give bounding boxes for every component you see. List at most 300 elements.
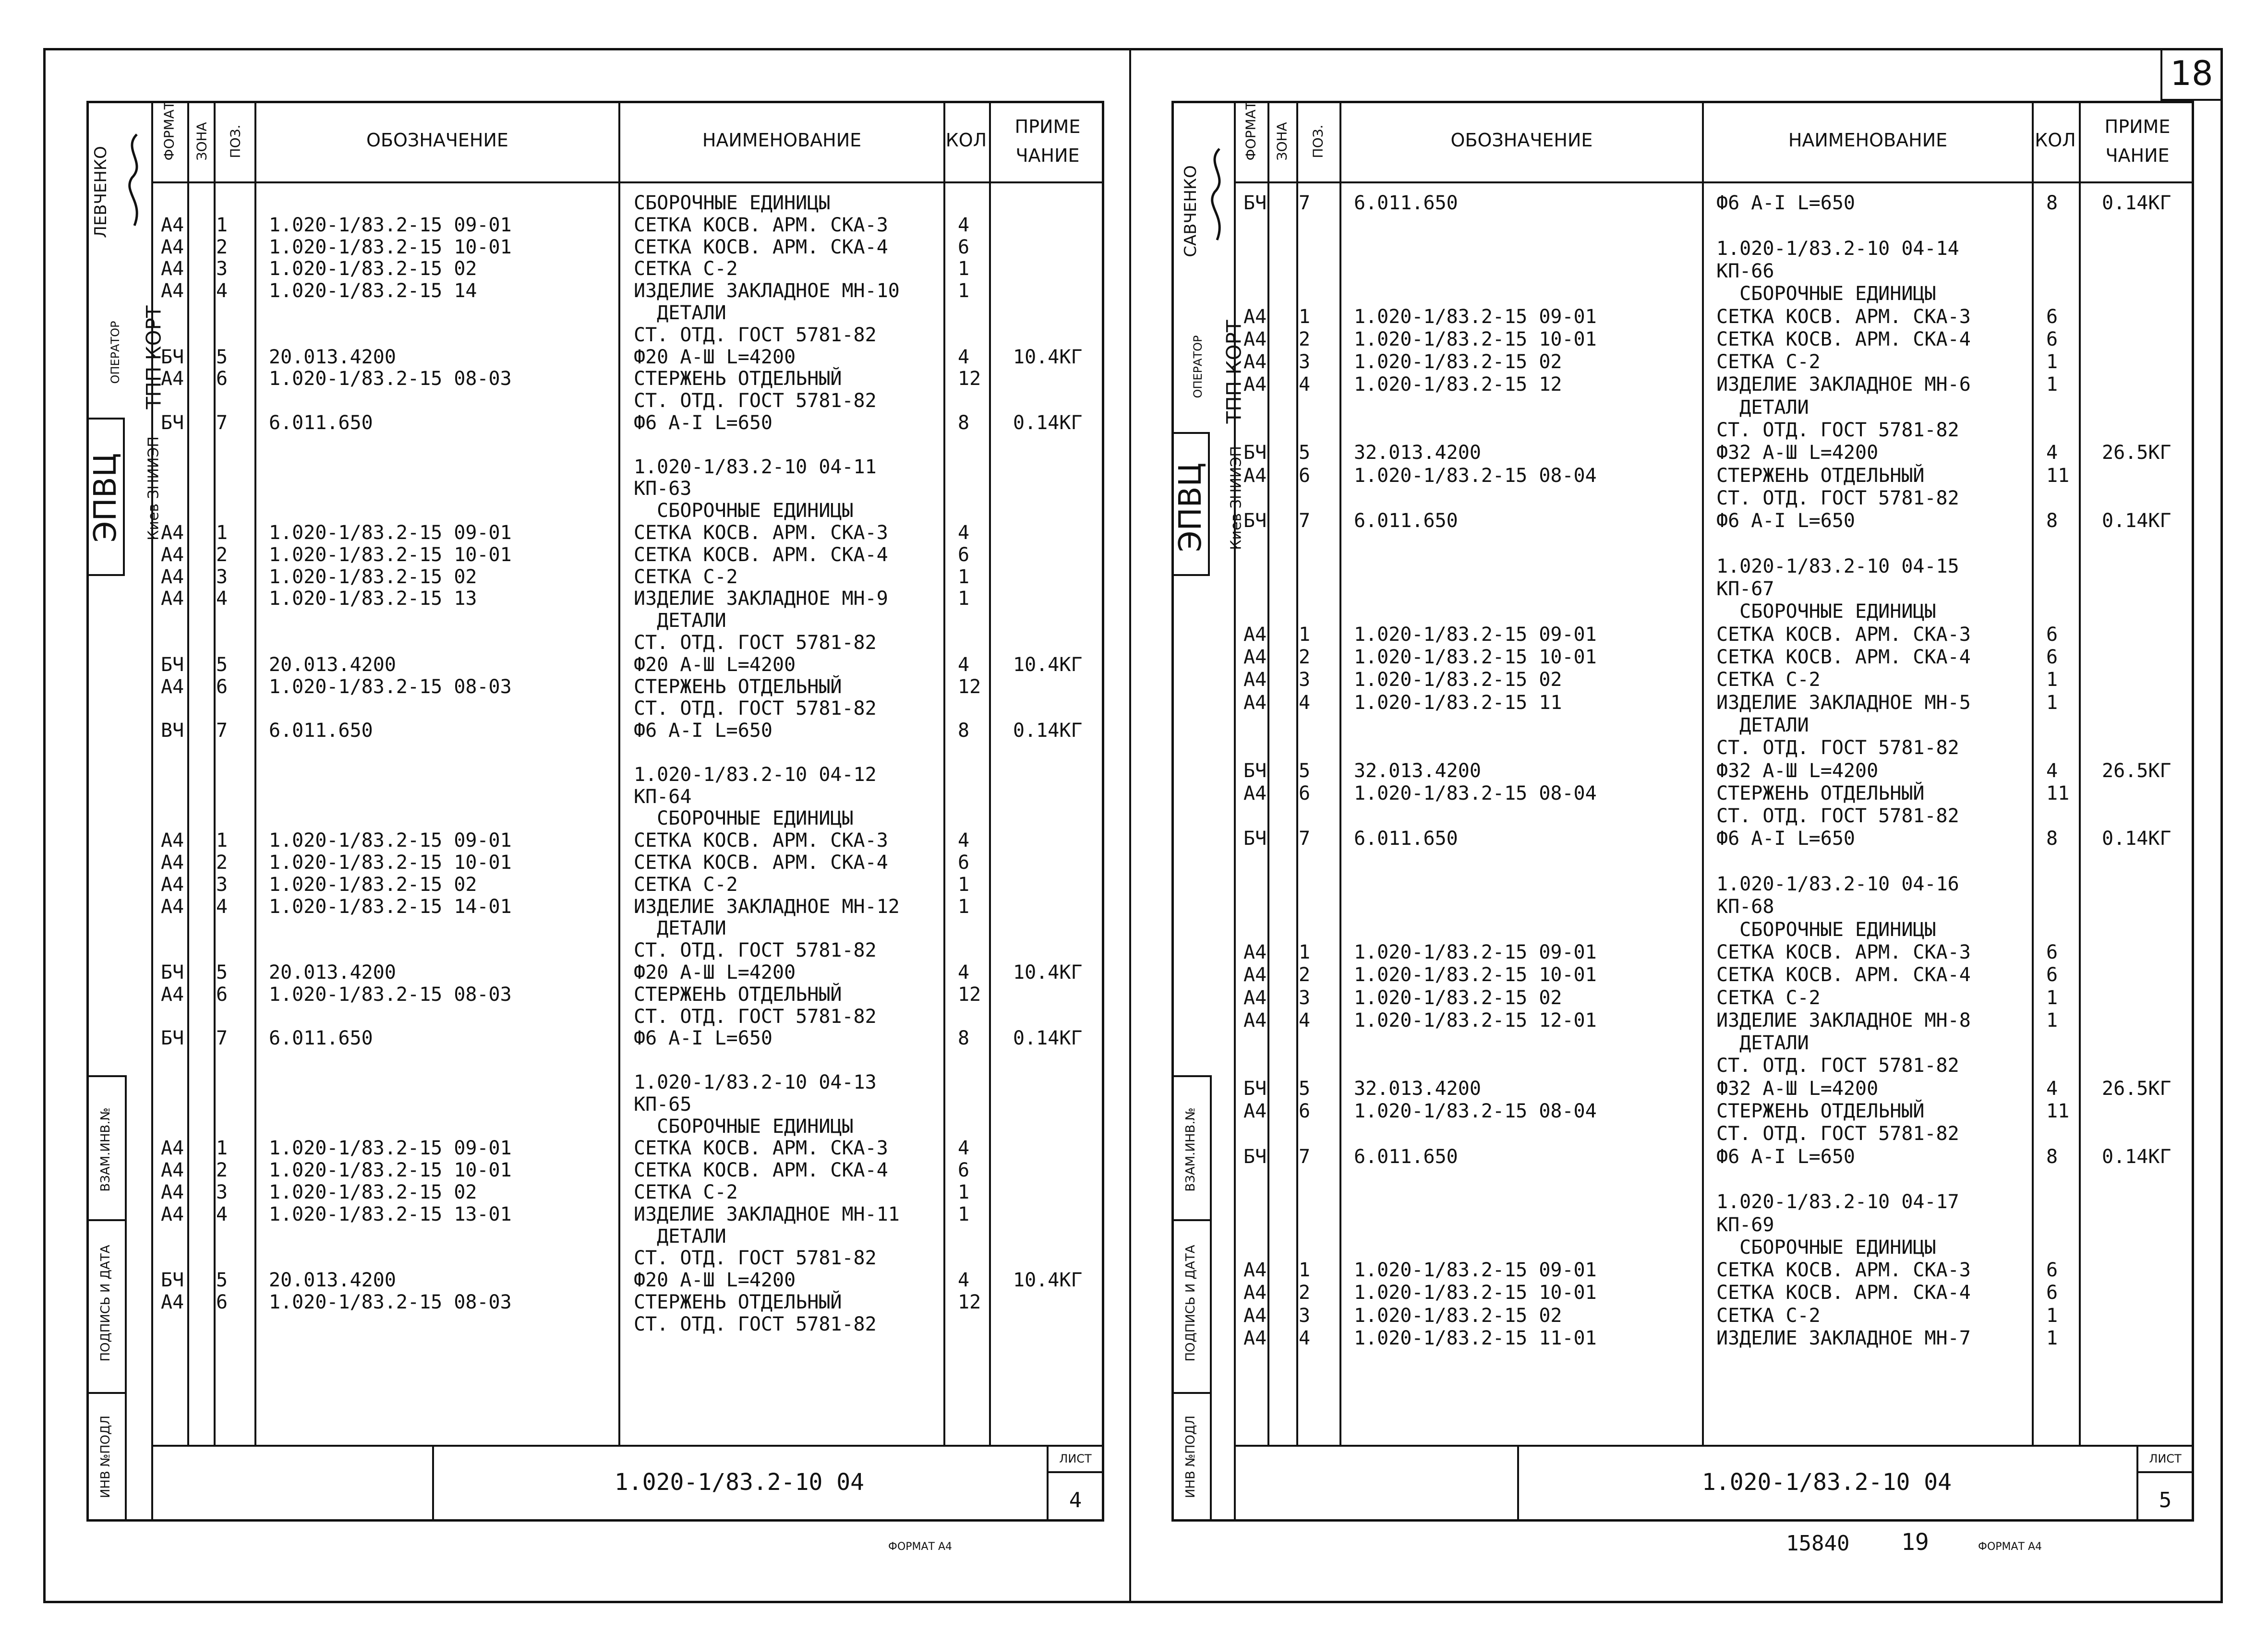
header-pos-right: ПОЗ.	[1310, 124, 1326, 158]
row-designation: 6.011.650	[1354, 510, 1458, 532]
row-zone: 3	[1299, 1304, 1311, 1327]
row-name: СТ. ОТД. ГОСТ 5781-82	[634, 1313, 877, 1335]
row-zone: 7	[216, 1027, 228, 1050]
right-sheet-label: ЛИСТ	[2149, 1452, 2182, 1465]
row-name: СЕТКА КОСВ. АРМ. СКА-4	[634, 1159, 888, 1182]
row-format: А4	[1243, 986, 1267, 1009]
row-designation: 6.011.650	[1354, 1145, 1458, 1168]
right-col-line-3	[1339, 101, 1341, 1445]
row-name: СТ. ОТД. ГОСТ 5781-82	[1716, 805, 1959, 828]
row-name: Ф6 А-I L=650	[1716, 192, 1855, 214]
row-format: ВЧ	[161, 720, 184, 742]
row-qty: 1	[958, 588, 970, 610]
row-name: Ф6 А-I L=650	[634, 720, 772, 742]
row-name: Ф6 А-I L=650	[1716, 510, 1855, 532]
header-designation: ОБОЗНАЧЕНИЕ	[366, 130, 508, 151]
row-designation: 1.020-1/83.2-15 11-01	[1354, 1327, 1597, 1349]
header-zone-right: ЗОНА	[1274, 122, 1290, 161]
row-designation: 32.013.4200	[1354, 442, 1481, 464]
row-name: КП-66	[1716, 260, 1774, 282]
row-designation: 1.020-1/83.2-15 02	[1354, 351, 1562, 373]
row-designation: 32.013.4200	[1354, 759, 1481, 782]
row-zone: 3	[216, 258, 228, 280]
right-title-sheetbox-line	[2136, 1471, 2194, 1473]
row-qty: 6	[2046, 964, 2058, 986]
row-name: СБОРОЧНЫЕ ЕДИНИЦЫ	[1716, 600, 1936, 623]
row-name: СТ. ОТД. ГОСТ 5781-82	[1716, 419, 1959, 441]
row-name: СТ. ОТД. ГОСТ 5781-82	[634, 1005, 877, 1028]
row-format: А4	[1243, 351, 1267, 373]
row-qty: 12	[958, 675, 981, 698]
right-col-line-4	[1702, 101, 1704, 1445]
row-qty: 6	[958, 852, 970, 874]
row-name: СЕТКА КОСВ. АРМ. СКА-3	[1716, 623, 1971, 646]
row-zone: 3	[216, 565, 228, 588]
row-note: 0.14КГ	[2102, 192, 2171, 214]
row-zone: 7	[1299, 1145, 1311, 1168]
row-name: СТ. ОТД. ГОСТ 5781-82	[634, 390, 877, 412]
row-zone: 6	[216, 1291, 228, 1313]
right-stamp-line-1	[1171, 1075, 1210, 1077]
header-name-right: НАИМЕНОВАНИЕ	[1788, 130, 1948, 151]
row-zone: 1	[1299, 305, 1311, 328]
row-designation: 1.020-1/83.2-15 09-01	[1354, 1259, 1597, 1282]
row-zone: 5	[216, 653, 228, 676]
row-name: СЕТКА КОСВ. АРМ. СКА-4	[634, 543, 888, 566]
row-qty: 1	[2046, 351, 2058, 373]
row-zone: 4	[1299, 1327, 1311, 1349]
row-name: СБОРОЧНЫЕ ЕДИНИЦЫ	[634, 1115, 854, 1138]
row-format: А4	[161, 1181, 184, 1203]
header-name: НАИМЕНОВАНИЕ	[702, 130, 862, 151]
row-qty: 1	[2046, 373, 2058, 396]
row-qty: 8	[958, 720, 970, 742]
row-qty: 4	[958, 1269, 970, 1292]
row-qty: 1	[2046, 1327, 2058, 1349]
row-zone: 2	[216, 543, 228, 566]
row-qty: 6	[2046, 623, 2058, 646]
row-zone: 5	[216, 346, 228, 368]
row-name: ИЗДЕЛИЕ ЗАКЛАДНОЕ МН-8	[1716, 1009, 1971, 1032]
left-sheet-frame	[86, 101, 1104, 1522]
row-name: СЕТКА С-2	[634, 258, 738, 280]
row-format: А4	[161, 543, 184, 566]
row-note: 10.4КГ	[1013, 653, 1083, 676]
row-zone: 7	[1299, 510, 1311, 532]
row-format: А4	[1243, 782, 1267, 804]
row-designation: 1.020-1/83.2-15 08-03	[269, 1291, 512, 1313]
row-qty: 1	[958, 280, 970, 302]
row-name: СТЕРЖЕНЬ ОТДЕЛЬНЫЙ	[634, 983, 842, 1006]
row-zone: 5	[1299, 442, 1311, 464]
row-designation: 1.020-1/83.2-15 08-03	[269, 983, 512, 1006]
row-format: А4	[1243, 941, 1267, 963]
row-qty: 8	[958, 1027, 970, 1050]
row-format: А4	[1243, 964, 1267, 986]
row-designation: 1.020-1/83.2-15 09-01	[269, 214, 512, 236]
side-dept-right: ТПП КОРТ	[1222, 320, 1246, 424]
row-zone: 1	[216, 522, 228, 544]
row-designation: 1.020-1/83.2-15 10-01	[1354, 646, 1597, 668]
side-org-sub: Киев ЗНИИЭП	[145, 436, 162, 540]
row-format: А4	[161, 852, 184, 874]
right-col-line-2	[1296, 101, 1298, 1445]
row-qty: 6	[2046, 305, 2058, 328]
row-zone: 2	[216, 236, 228, 258]
row-qty: 8	[2046, 192, 2058, 214]
row-name: СЕТКА С-2	[1716, 351, 1821, 373]
row-format: А4	[161, 565, 184, 588]
header-qty: КОЛ	[945, 130, 987, 151]
row-qty: 6	[958, 543, 970, 566]
row-name: ДЕТАЛИ	[1716, 396, 1809, 419]
row-zone: 4	[1299, 1009, 1311, 1032]
right-header-divider	[1234, 181, 2194, 183]
row-format: А4	[1243, 691, 1267, 714]
row-designation: 1.020-1/83.2-15 08-04	[1354, 464, 1597, 487]
header-note-right: ПРИМЕ ЧАНИЕ	[2104, 116, 2171, 166]
row-zone: 5	[216, 961, 228, 984]
row-name: СЕТКА КОСВ. АРМ. СКА-3	[1716, 1259, 1971, 1282]
right-stamp-line-3	[1171, 1392, 1210, 1394]
row-format: А4	[1243, 646, 1267, 668]
row-name: Ф32 А-Ш L=4200	[1716, 759, 1879, 782]
row-name: Ф6 А-I L=650	[1716, 828, 1855, 850]
row-designation: 1.020-1/83.2-15 02	[1354, 986, 1562, 1009]
row-note: 0.14КГ	[1013, 720, 1083, 742]
row-format: БЧ	[161, 346, 184, 368]
row-name: СЕТКА КОСВ. АРМ. СКА-4	[1716, 964, 1971, 986]
row-qty: 6	[958, 1159, 970, 1182]
row-name: Ф32 А-Ш L=4200	[1716, 442, 1879, 464]
left-title-top	[151, 1445, 1104, 1447]
row-zone: 2	[1299, 328, 1311, 350]
row-note: 0.14КГ	[2102, 828, 2171, 850]
row-format: А4	[161, 1291, 184, 1313]
row-qty: 1	[958, 895, 970, 918]
row-zone: 2	[1299, 964, 1311, 986]
right-col-line-1	[1267, 101, 1269, 1445]
header-pos: ПОЗ.	[227, 124, 243, 158]
row-designation: 1.020-1/83.2-15 08-03	[269, 368, 512, 390]
row-format: А4	[1243, 305, 1267, 328]
row-zone: 2	[1299, 646, 1311, 668]
row-qty: 6	[2046, 328, 2058, 350]
row-name: СЕТКА КОСВ. АРМ. СКА-4	[1716, 328, 1971, 350]
row-designation: 1.020-1/83.2-15 09-01	[1354, 305, 1597, 328]
row-designation: 6.011.650	[1354, 192, 1458, 214]
row-qty: 12	[958, 368, 981, 390]
row-zone: 7	[216, 412, 228, 434]
sheet-fold-line	[1129, 48, 1131, 1603]
row-name: 1.020-1/83.2-10 04-15	[1716, 555, 1959, 577]
stamp-replace-inv-right: ВЗАМ.ИНВ.№	[1183, 1107, 1198, 1192]
row-zone: 2	[1299, 1282, 1311, 1304]
row-format: БЧ	[1243, 1145, 1267, 1168]
row-name: 1.020-1/83.2-10 04-16	[1716, 873, 1959, 895]
left-col-line-3	[254, 101, 256, 1445]
right-stamp-col-line	[1210, 1075, 1212, 1522]
row-name: СЕТКА С-2	[634, 873, 738, 896]
row-format: БЧ	[161, 1269, 184, 1292]
row-format: А4	[1243, 1009, 1267, 1032]
row-note: 0.14КГ	[1013, 1027, 1083, 1050]
row-zone: 3	[216, 873, 228, 896]
row-format: А4	[161, 983, 184, 1006]
row-zone: 4	[216, 895, 228, 918]
row-qty: 1	[958, 565, 970, 588]
row-designation: 20.013.4200	[269, 346, 396, 368]
row-name: СЕТКА КОСВ. АРМ. СКА-3	[634, 522, 888, 544]
stamp-inv-no-right: ИНВ №ПОДЛ	[1183, 1415, 1198, 1499]
row-qty: 8	[2046, 828, 2058, 850]
row-designation: 1.020-1/83.2-15 09-01	[269, 1137, 512, 1160]
row-format: А4	[1243, 373, 1267, 396]
row-name: Ф6 А-I L=650	[634, 1027, 772, 1050]
row-designation: 32.013.4200	[1354, 1077, 1481, 1100]
row-qty: 1	[2046, 691, 2058, 714]
row-name: СЕТКА КОСВ. АРМ. СКА-3	[1716, 941, 1971, 963]
row-zone: 4	[1299, 691, 1311, 714]
row-designation: 1.020-1/83.2-15 02	[269, 565, 477, 588]
row-format: А4	[161, 368, 184, 390]
header-designation-right: ОБОЗНАЧЕНИЕ	[1450, 130, 1593, 151]
row-designation: 1.020-1/83.2-15 10-01	[269, 1159, 512, 1182]
row-name: КП-65	[634, 1093, 692, 1116]
row-name: СБОРОЧНЫЕ ЕДИНИЦЫ	[1716, 918, 1936, 941]
row-name: СБОРОЧНЫЕ ЕДИНИЦЫ	[1716, 283, 1936, 305]
row-designation: 6.011.650	[269, 412, 373, 434]
row-name: СТ. ОТД. ГОСТ 5781-82	[1716, 487, 1959, 509]
row-designation: 1.020-1/83.2-15 13	[269, 588, 477, 610]
row-name: ДЕТАЛИ	[634, 610, 726, 632]
row-designation: 1.020-1/83.2-15 13-01	[269, 1203, 512, 1225]
row-zone: 7	[1299, 828, 1311, 850]
row-zone: 3	[216, 1181, 228, 1203]
side-person: ЛЕВЧЕНКО	[91, 146, 110, 238]
row-note: 10.4КГ	[1013, 346, 1083, 368]
row-qty: 8	[2046, 1145, 2058, 1168]
row-qty: 4	[2046, 1077, 2058, 1100]
row-name: СБОРОЧНЫЕ ЕДИНИЦЫ	[634, 807, 854, 830]
row-name: ДЕТАЛИ	[1716, 1032, 1809, 1055]
row-name: СЕТКА КОСВ. АРМ. СКА-3	[634, 214, 888, 236]
row-format: А4	[161, 873, 184, 896]
header-note: ПРИМЕ ЧАНИЕ	[1014, 116, 1081, 166]
row-name: СТ. ОТД. ГОСТ 5781-82	[634, 324, 877, 346]
row-name: ИЗДЕЛИЕ ЗАКЛАДНОЕ МН-12	[634, 895, 900, 918]
left-header-divider	[151, 181, 1104, 183]
row-designation: 20.013.4200	[269, 653, 396, 676]
stamp-inv-no-left: ИНВ №ПОДЛ	[98, 1415, 113, 1499]
row-format: А4	[1243, 1282, 1267, 1304]
row-name: СЕТКА С-2	[1716, 986, 1821, 1009]
row-qty: 4	[958, 214, 970, 236]
row-qty: 4	[958, 522, 970, 544]
row-format: А4	[161, 258, 184, 280]
row-name: 1.020-1/83.2-10 04-11	[634, 456, 877, 478]
row-qty: 1	[958, 873, 970, 896]
row-designation: 1.020-1/83.2-15 02	[269, 873, 477, 896]
right-sheet-number: 5	[2159, 1488, 2172, 1512]
side-org-main-right: ЭПВЦ	[1173, 462, 1208, 552]
right-col-line-6	[2079, 101, 2081, 1445]
signature-right	[1200, 144, 1234, 250]
row-name: Ф20 А-Ш L=4200	[634, 346, 796, 368]
row-name: ИЗДЕЛИЕ ЗАКЛАДНОЕ МН-11	[634, 1203, 900, 1225]
header-format: ФОРМАТ	[161, 101, 177, 161]
row-qty: 8	[2046, 510, 2058, 532]
row-name: КП-64	[634, 785, 692, 808]
row-designation: 1.020-1/83.2-15 14-01	[269, 895, 512, 918]
row-name: СЕТКА КОСВ. АРМ. СКА-3	[1716, 305, 1971, 328]
row-zone: 5	[1299, 759, 1311, 782]
side-person-right: САВЧЕНКО	[1181, 165, 1200, 257]
left-stamp-line-3	[86, 1392, 125, 1394]
row-zone: 4	[216, 1203, 228, 1225]
row-name: СТ. ОТД. ГОСТ 5781-82	[634, 632, 877, 654]
side-operator-label-right: ОПЕРАТОР	[1191, 335, 1205, 398]
row-note: 0.14КГ	[2102, 1145, 2171, 1168]
header-zone: ЗОНА	[193, 122, 210, 161]
row-name: СТЕРЖЕНЬ ОТДЕЛЬНЫЙ	[1716, 782, 1925, 804]
row-zone: 5	[216, 1269, 228, 1292]
row-qty: 12	[958, 1291, 981, 1313]
inventory-mark: 15840	[1786, 1531, 1850, 1556]
row-zone: 3	[1299, 986, 1311, 1009]
side-org-main: ЭПВЦ	[88, 453, 123, 543]
row-qty: 6	[958, 236, 970, 258]
row-zone: 6	[1299, 464, 1311, 487]
row-zone: 2	[216, 852, 228, 874]
row-format: А4	[161, 522, 184, 544]
row-zone: 7	[1299, 192, 1311, 214]
row-format: БЧ	[1243, 510, 1267, 532]
right-sheet-frame	[1171, 101, 2194, 1522]
row-name: СТЕРЖЕНЬ ОТДЕЛЬНЫЙ	[634, 368, 842, 390]
left-title-sheetbox-line	[1047, 1471, 1104, 1473]
left-col-line-4	[618, 101, 620, 1445]
row-qty: 4	[958, 346, 970, 368]
row-qty: 1	[2046, 669, 2058, 691]
row-name: СЕТКА С-2	[1716, 1304, 1821, 1327]
row-qty: 11	[2046, 782, 2070, 804]
row-zone: 1	[216, 1137, 228, 1160]
row-zone: 4	[1299, 373, 1311, 396]
row-name: СЕТКА КОСВ. АРМ. СКА-3	[634, 1137, 888, 1160]
side-dept: ТПП КОРТ	[142, 305, 166, 409]
row-name: Ф20 А-Ш L=4200	[634, 1269, 796, 1292]
left-col-line-5	[943, 101, 945, 1445]
header-qty-right: КОЛ	[2035, 130, 2076, 151]
row-note: 0.14КГ	[2102, 510, 2171, 532]
row-designation: 1.020-1/83.2-15 09-01	[269, 829, 512, 852]
row-name: СЕТКА КОСВ. АРМ. СКА-4	[1716, 1282, 1971, 1304]
row-name: 1.020-1/83.2-10 04-14	[1716, 237, 1959, 260]
row-qty: 11	[2046, 464, 2070, 487]
row-note: 0.14КГ	[1013, 412, 1083, 434]
row-designation: 1.020-1/83.2-15 10-01	[269, 543, 512, 566]
row-format: А4	[1243, 1304, 1267, 1327]
row-designation: 1.020-1/83.2-15 10-01	[1354, 328, 1597, 350]
row-format: А4	[1243, 623, 1267, 646]
row-name: КП-67	[1716, 578, 1774, 600]
row-name: 1.020-1/83.2-10 04-13	[634, 1071, 877, 1093]
row-name: СТЕРЖЕНЬ ОТДЕЛЬНЫЙ	[1716, 464, 1925, 487]
row-name: СТ. ОТД. ГОСТ 5781-82	[634, 1247, 877, 1270]
row-zone: 3	[1299, 351, 1311, 373]
row-zone: 7	[216, 720, 228, 742]
row-qty: 6	[2046, 1282, 2058, 1304]
row-qty: 6	[2046, 1259, 2058, 1282]
right-title-top	[1234, 1445, 2194, 1447]
row-format: БЧ	[1243, 828, 1267, 850]
row-name: КП-69	[1716, 1213, 1774, 1236]
row-designation: 1.020-1/83.2-15 02	[269, 258, 477, 280]
row-name: КП-68	[1716, 896, 1774, 918]
row-designation: 1.020-1/83.2-15 10-01	[1354, 964, 1597, 986]
row-name: ИЗДЕЛИЕ ЗАКЛАДНОЕ МН-7	[1716, 1327, 1971, 1349]
row-designation: 1.020-1/83.2-15 10-01	[269, 852, 512, 874]
row-name: СТ. ОТД. ГОСТ 5781-82	[1716, 1123, 1959, 1145]
row-format: А4	[161, 280, 184, 302]
row-qty: 6	[2046, 646, 2058, 668]
row-name: СТ. ОТД. ГОСТ 5781-82	[634, 697, 877, 720]
row-designation: 1.020-1/83.2-15 12	[1354, 373, 1562, 396]
row-qty: 12	[958, 983, 981, 1006]
left-sheet-number: 4	[1069, 1488, 1082, 1512]
row-name: СЕТКА С-2	[634, 565, 738, 588]
row-format: А4	[161, 1137, 184, 1160]
left-stamp-line-2	[86, 1219, 125, 1221]
row-designation: 1.020-1/83.2-15 02	[1354, 1304, 1562, 1327]
row-name: СЕТКА С-2	[634, 1181, 738, 1203]
row-zone: 2	[216, 1159, 228, 1182]
row-name: СЕТКА КОСВ. АРМ. СКА-4	[1716, 646, 1971, 668]
row-zone: 6	[1299, 782, 1311, 804]
row-format: А4	[161, 829, 184, 852]
row-designation: 20.013.4200	[269, 1269, 396, 1292]
row-format: А4	[1243, 669, 1267, 691]
row-name: СТЕРЖЕНЬ ОТДЕЛЬНЫЙ	[634, 675, 842, 698]
right-title-code: 1.020-1/83.2-10 04	[1701, 1469, 1952, 1496]
row-designation: 1.020-1/83.2-15 10-01	[269, 236, 512, 258]
row-format: БЧ	[1243, 1077, 1267, 1100]
row-designation: 6.011.650	[269, 1027, 373, 1050]
row-designation: 1.020-1/83.2-15 09-01	[1354, 941, 1597, 963]
row-name: ИЗДЕЛИЕ ЗАКЛАДНОЕ МН-5	[1716, 691, 1971, 714]
row-name: 1.020-1/83.2-10 04-17	[1716, 1191, 1959, 1213]
row-designation: 1.020-1/83.2-15 02	[1354, 669, 1562, 691]
row-designation: 20.013.4200	[269, 961, 396, 984]
row-designation: 1.020-1/83.2-15 08-04	[1354, 782, 1597, 804]
row-name: ДЕТАЛИ	[1716, 714, 1809, 736]
row-name: СТЕРЖЕНЬ ОТДЕЛЬНЫЙ	[1716, 1100, 1925, 1122]
row-zone: 5	[1299, 1077, 1311, 1100]
left-sheet-label: ЛИСТ	[1059, 1452, 1092, 1465]
side-operator-label: ОПЕРАТОР	[109, 321, 122, 384]
row-name: СЕТКА С-2	[1716, 669, 1821, 691]
row-note: 10.4КГ	[1013, 961, 1083, 984]
row-qty: 1	[958, 1203, 970, 1225]
row-qty: 4	[2046, 442, 2058, 464]
row-format: БЧ	[1243, 759, 1267, 782]
row-note: 10.4КГ	[1013, 1269, 1083, 1292]
row-name: Ф6 А-I L=650	[1716, 1145, 1855, 1168]
corner-sheet-number: 18	[2170, 54, 2213, 93]
row-format: А4	[161, 675, 184, 698]
row-name: СЕТКА КОСВ. АРМ. СКА-4	[634, 852, 888, 874]
